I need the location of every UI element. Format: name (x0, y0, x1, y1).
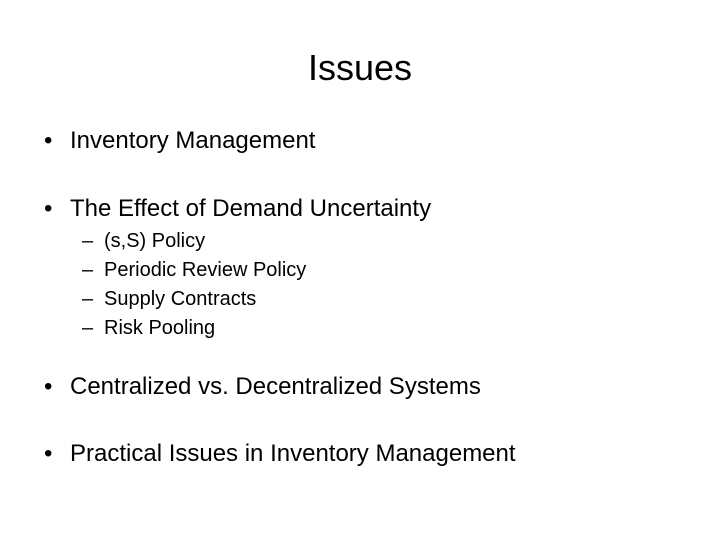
bullet-item (44, 372, 481, 402)
bullet-text: Inventory Management (70, 127, 316, 154)
bullet-marker: • (44, 440, 53, 467)
bullet-marker: • (44, 127, 53, 154)
bullet-item (44, 194, 431, 224)
bullet-marker: • (44, 373, 53, 400)
sub-bullet-text: Risk Pooling (104, 317, 216, 339)
sub-bullet-text: (s,S) Policy (104, 230, 206, 252)
bullet-item (44, 439, 516, 469)
bullet-text: Centralized vs. Decentralized Systems (70, 373, 481, 400)
sub-bullet-text: Periodic Review Policy (104, 259, 307, 281)
slide-title: Issues (307, 47, 413, 88)
sub-bullet-item (82, 257, 306, 283)
bullet-item (44, 126, 315, 156)
dash-marker: – (82, 230, 94, 252)
sub-bullet-item (82, 228, 205, 254)
bullet-text: The Effect of Demand Uncertainty (70, 195, 432, 222)
sub-bullet-item (82, 315, 215, 341)
sub-bullet-item (82, 286, 256, 312)
dash-marker: – (82, 259, 94, 281)
dash-marker: – (82, 317, 94, 339)
bullet-text: Practical Issues in Inventory Management (70, 440, 516, 467)
sub-bullet-text: Supply Contracts (104, 288, 257, 310)
bullet-marker: • (44, 195, 53, 222)
dash-marker: – (82, 288, 94, 310)
